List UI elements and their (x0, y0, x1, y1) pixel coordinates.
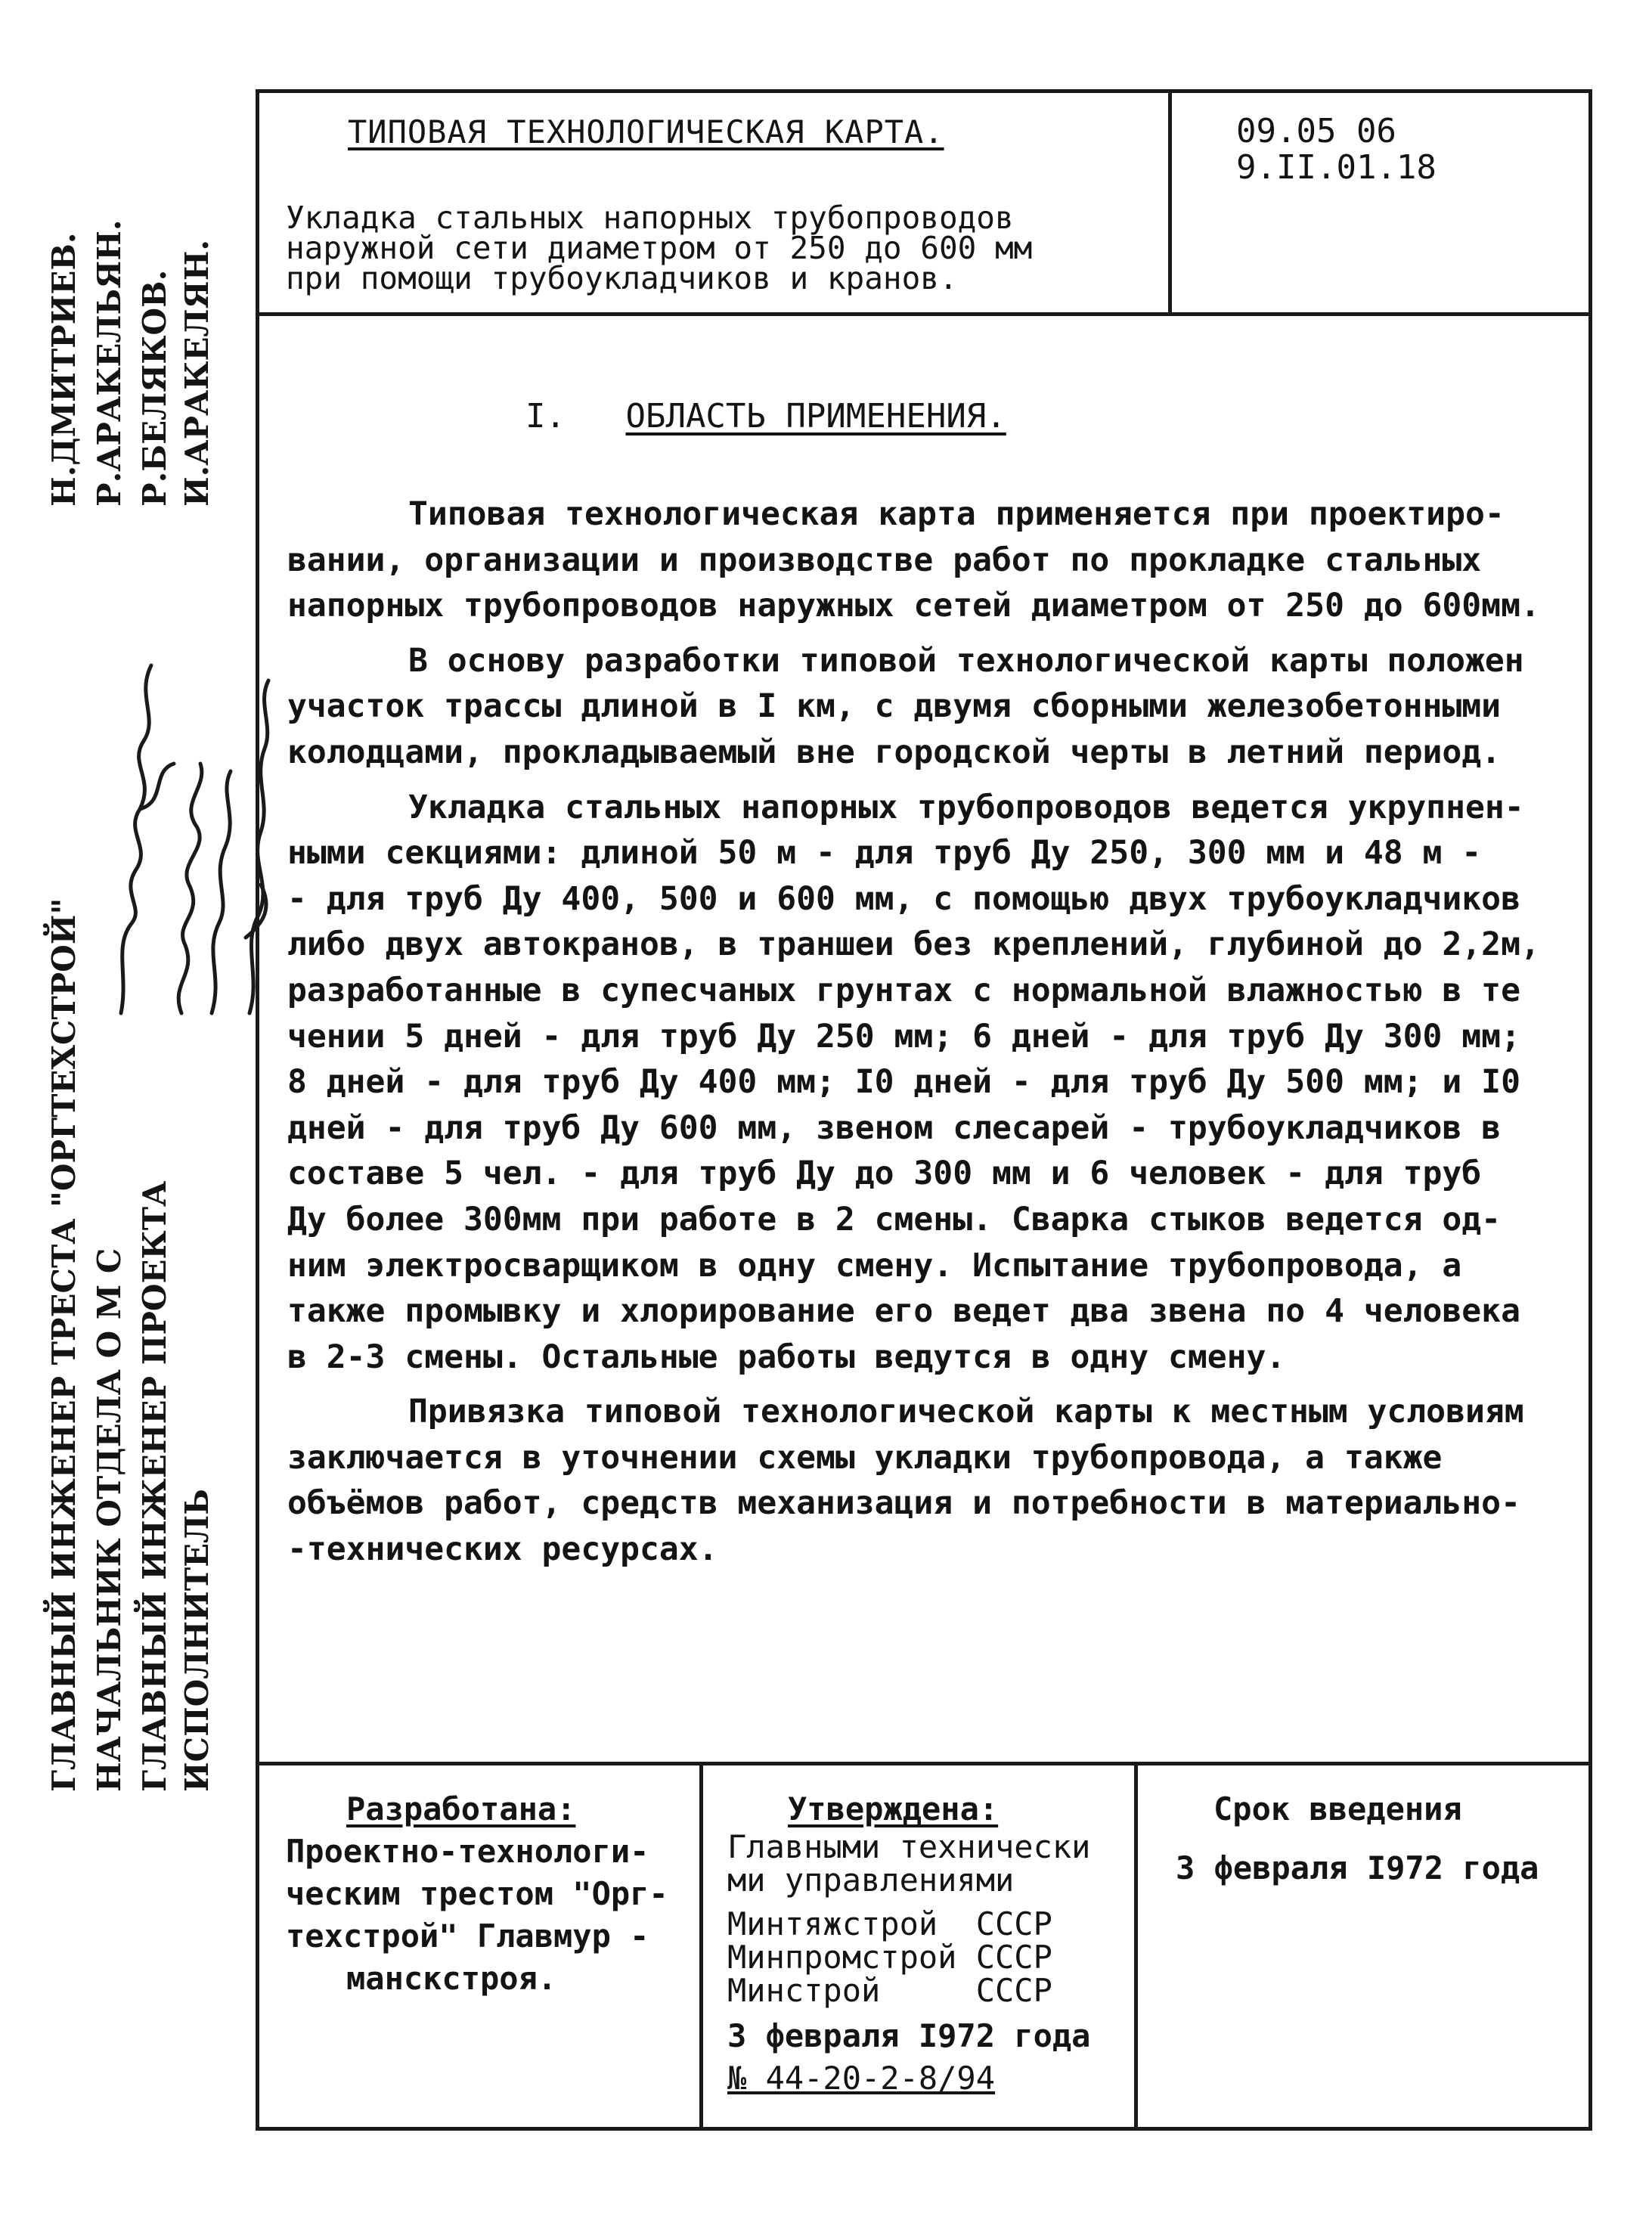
subtitle-line: Укладка стальных напорных трубопроводов (286, 200, 1014, 236)
text-line: ными секциями: длиной 50 м - для труб Ду 250, 300 мм и 48 м - (287, 834, 1482, 873)
subtitle-line: наружной сети диаметром от 250 до 600 мм (286, 230, 1033, 266)
subtitle-line: при помощи трубоукладчиков и кранов. (286, 260, 958, 296)
footer-column-divider (1134, 1762, 1138, 2131)
stamp-person: Н.ДМИТРИЕВ. (45, 232, 82, 507)
stamp-role: ГЛАВНЫЙ ИНЖЕНЕР ТРЕСТА "ОРГТЕХСТРОЙ" (45, 897, 82, 1792)
ministry-line: Минстрой СССР (727, 1972, 1052, 2009)
stamp-person: И.АРАКЕЛЯН. (178, 239, 215, 507)
text-line: разработанные в супесчаных грунтах с нормальной влажностью в те (287, 971, 1520, 1009)
paragraph (287, 1389, 1573, 1572)
approved-date: 3 февраля I972 года (727, 2017, 1091, 2054)
text-line: напорных трубопроводов наружных сетей диаметром от 250 до 600мм. (287, 587, 1540, 625)
text-line: вании, организации и производстве работ по прокладке стальных (287, 541, 1482, 579)
section-title-text: ОБЛАСТЬ ПРИМЕНЕНИЯ. (625, 397, 1006, 436)
effective-heading: Срок введения (1213, 1790, 1462, 1827)
text-line: Типовая технологическая карта применяется при проектиро- (408, 495, 1505, 533)
text-line: 8 дней - для труб Ду 400 мм; I0 дней - для труб Ду 500 мм; и I0 (287, 1063, 1520, 1102)
approved-heading: Утверждена: (788, 1790, 999, 1827)
text-line: Ду более 300мм при работе в 2 смены. Сварка стыков ведется од- (287, 1200, 1502, 1238)
approved-by-block (727, 1788, 1128, 2100)
handwritten-signatures (98, 620, 280, 1043)
paragraph (287, 491, 1573, 629)
text-line: участок трассы длиной в I км, с двумя сборными железобетонными (287, 687, 1502, 726)
body-text (287, 491, 1573, 1582)
text-line: Привязка типовой технологической карты к местным условиям (408, 1393, 1524, 1431)
text-line: Укладка стальных напорных трубопроводов ведется укрупнен- (408, 788, 1524, 826)
effective-date-block (1176, 1788, 1584, 1889)
text-line: - для труб Ду 400, 500 и 600 мм, с помощью двух трубоукладчиков (287, 879, 1520, 918)
developed-line: техстрой" Главмур - (286, 1917, 649, 1955)
text-line: В основу разработки типовой технологической карты положен (408, 641, 1524, 680)
document-subtitle (286, 200, 1155, 296)
developed-line: ческим трестом "Орг- (286, 1875, 668, 1912)
document-code: 09.05 06 (1236, 112, 1396, 150)
header-divider (1168, 89, 1172, 316)
stamp-person: Р.АРАКЕЛЬЯН. (91, 219, 128, 507)
stamp-person: Р.БЕЛЯКОВ. (136, 269, 173, 507)
text-line: объёмов работ, средств механизация и потребности в материально- (287, 1484, 1520, 1523)
text-line: дней - для труб Ду 600 мм, звеном слесарей - трубоукладчиков в (287, 1108, 1502, 1147)
stamp-role: ИСПОЛНИТЕЛЬ (178, 1489, 215, 1792)
footer-column-divider (699, 1762, 703, 2131)
text-line: в 2-3 смены. Остальные работы ведутся в одну смену. (287, 1338, 1286, 1376)
ministry-line: Минпромстрой СССР (727, 1939, 1052, 1976)
text-line: ним электросварщиком в одну смену. Испытание трубопровода, а (287, 1246, 1462, 1285)
stamp-role: НАЧАЛЬНИК ОТДЕЛА О М С (91, 1248, 128, 1792)
text-line: колодцами, прокладываемый вне городской черты в летний период. (287, 733, 1502, 771)
paragraph (287, 785, 1573, 1381)
text-line: также промывку и хлорирование его ведет два звена по 4 человека (287, 1292, 1520, 1331)
text-line: либо двух автокранов, в траншеи без креплений, глубиной до 2,2м, (287, 925, 1540, 964)
approved-line: Главными технически (727, 1828, 1091, 1865)
developed-line: манскстроя. (346, 1960, 557, 1997)
effective-date: 3 февраля I972 года (1176, 1849, 1539, 1886)
approved-line: ми управлениями (727, 1862, 1015, 1899)
section-heading (525, 397, 1006, 436)
footer-divider (256, 1762, 1592, 1765)
document-type-title: ТИПОВАЯ ТЕХНОЛОГИЧЕСКАЯ КАРТА. (348, 113, 944, 150)
paragraph (287, 638, 1573, 776)
text-line: -технических ресурсах. (287, 1530, 718, 1569)
section-number: I. (525, 397, 566, 436)
developed-line: Проектно-технологи- (286, 1833, 649, 1870)
stamp-role: ГЛАВНЫЙ ИНЖЕНЕР ПРОЕКТА (136, 1180, 173, 1792)
developed-by-block (286, 1788, 694, 2000)
text-line: чении 5 дней - для труб Ду 250 мм; 6 дней - для труб Ду 300 мм; (287, 1017, 1520, 1056)
text-line: заключается в уточнении схемы укладки трубопровода, а также (287, 1438, 1443, 1477)
developed-heading: Разработана: (346, 1790, 576, 1827)
text-line: составе 5 чел. - для труб Ду до 300 мм и 6 человек - для труб (287, 1155, 1482, 1193)
ministry-line: Минтяжстрой СССР (727, 1905, 1052, 1942)
approval-number: № 44-20-2-8/94 (727, 2060, 996, 2097)
document-code: 9.II.01.18 (1236, 148, 1437, 187)
document-codes (1236, 113, 1437, 186)
